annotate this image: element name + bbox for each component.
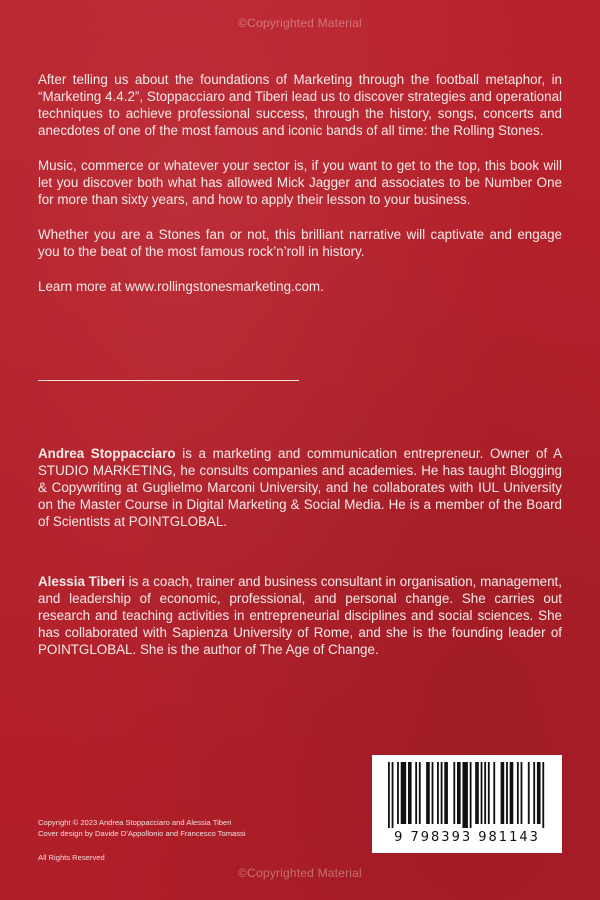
barcode-bar <box>419 762 421 824</box>
barcode-bar <box>397 762 399 824</box>
author-bio-text: is a marketing and communication entrepreneur. Owner of A STUDIO MARKETING, he consults companies and academies. He has taught Blogging & Copywriting at Guglielmo Marconi University, and he collaborates with IUL University on the Master Course in Digital Marketing & Social Media. He is a member of the Board of Scientists at POINTGLOBAL. <box>38 446 562 529</box>
barcode-bar <box>453 762 455 824</box>
barcode-bar <box>408 762 412 824</box>
blurb-paragraph-3: Whether you are a Stones fan or not, this brilliant narrative will captivate and engage you to the beat of the most famous rock’n’roll in history. <box>38 227 562 259</box>
blurb-paragraph-2: Music, commerce or whatever your sector is, if you want to get to the top, this book will let you discover both what has allowed Mick Jagger and associates to be Number One for more than sixty years, and how to apply their lesson to your business. <box>38 158 562 207</box>
barcode-bar <box>528 762 530 824</box>
barcode-bars <box>388 762 546 828</box>
back-cover-blurb <box>38 71 562 295</box>
barcode-bar <box>501 762 505 824</box>
barcode-bar <box>462 762 467 828</box>
cover-design-credit: Cover design by Davide D’Appollonio and Francesco Tomassi <box>38 829 246 838</box>
barcode-bar <box>484 762 486 824</box>
section-divider <box>38 380 299 381</box>
barcode-bar <box>493 762 495 824</box>
barcode-bar <box>392 762 394 828</box>
barcode-bar <box>481 762 483 824</box>
barcode-bar <box>470 762 472 828</box>
barcode-bar <box>415 762 417 824</box>
barcode-bar <box>426 762 430 824</box>
author-name: Andrea Stoppacciaro <box>38 446 176 461</box>
barcode-bar <box>537 762 541 824</box>
barcode-bar <box>521 762 523 824</box>
barcode-bar <box>401 762 406 824</box>
barcode-bar <box>437 762 439 824</box>
barcode-bar <box>533 762 535 824</box>
isbn-barcode <box>372 755 562 853</box>
barcode-bar <box>506 762 508 824</box>
barcode-bar <box>457 762 461 824</box>
isbn-number: 9 798393 981143 <box>394 830 540 845</box>
blurb-paragraph-1: After telling us about the foundations of Marketing through the football metaphor, in “Marketing 4.4.2”, Stoppacciaro and Tiberi lead us to discover strategies and operational techniques to achieve professional success, through the history, songs, concerts and anecdotes of one of the most famous and iconic bands of all time: the Rolling Stones. <box>38 72 562 138</box>
barcode-bar <box>488 762 490 824</box>
copyright-line: Copyright © 2023 Andrea Stoppacciaro and Alessia Tiberi <box>38 818 232 827</box>
author-bio-tiberi <box>38 573 562 658</box>
barcode-bar <box>542 762 544 828</box>
barcode-bar <box>441 762 443 824</box>
barcode-bar <box>432 762 434 824</box>
barcode-bar <box>510 762 514 824</box>
copyright-watermark-bottom: ©Copyrighted Material <box>238 866 362 880</box>
barcode-bar <box>444 762 448 824</box>
copyright-watermark-top: ©Copyrighted Material <box>238 16 362 30</box>
author-name: Alessia Tiberi <box>38 574 125 589</box>
barcode-bar <box>475 762 479 824</box>
rights-line: All Rights Reserved <box>38 853 105 862</box>
barcode-bar <box>517 762 519 824</box>
website-line: Learn more at www.rollingstonesmarketing.com. <box>38 279 324 294</box>
barcode-bar <box>388 762 390 828</box>
author-bio-stoppacciaro <box>38 445 562 530</box>
author-bio-text: is a coach, trainer and business consultant in organisation, management, and leadership of economic, professional, and personal change. She carries out research and teaching activities in entrepreneurial disciplines and social sciences. She has collaborated with Sapienza University of Rome, and she is the founding leader of POINTGLOBAL. She is the author of The Age of Change. <box>38 574 562 657</box>
